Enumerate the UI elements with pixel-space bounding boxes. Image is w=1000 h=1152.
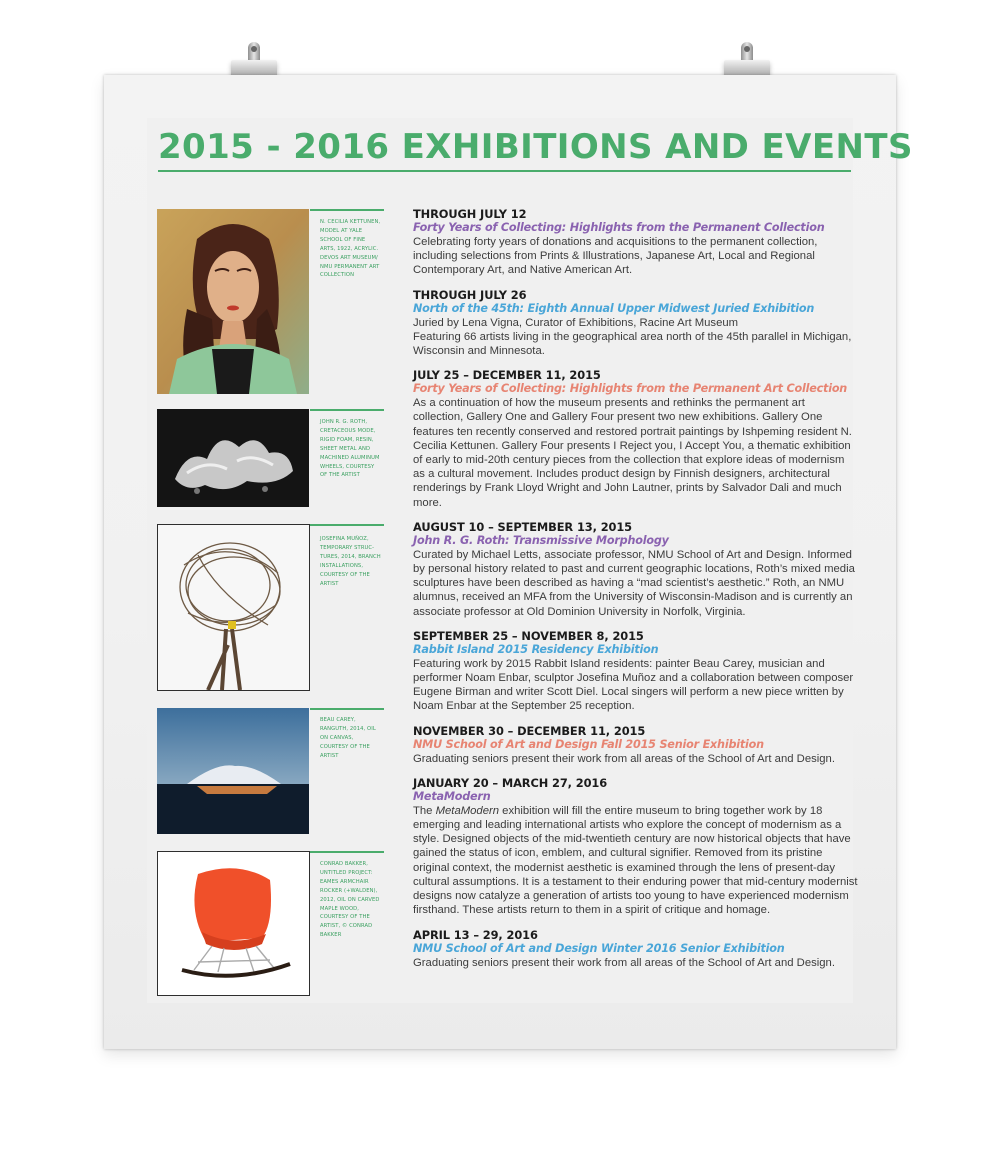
event-description: Graduating seniors present their work from all areas of the School of Art and Design. — [413, 752, 835, 765]
event-description: As a continuation of how the museum presents and rethinks the permanent art collection, Gallery One and Gallery Four present two new exhibitions. Gallery One features ten recently conserved and restored portrait paintings by Ishpeming resident N. Cecilia Kettunen. Gallery Four presents I Reject you, I Accept You, a thematic exhibition of early to mid-20th century pieces from the collection that explore ideas of modernism as a cultural movement. Includes product design by Finnish designers, architectural renderings by Frank Lloyd Wright and John Lautner, prints by Salvador Dali and much more. — [413, 397, 852, 509]
event-date: APRIL 13 – 29, 2016 — [413, 927, 538, 942]
event-title: NMU School of Art and Design Winter 2016 Senior Exhibition — [413, 941, 785, 955]
event-item — [413, 724, 858, 766]
event-description: Celebrating forty years of donations and acquisitions to the permanent collection, including selections from Prints & Illustrations, Japanese Art, Local and Regional Contemporary Art, and Native American Art. — [413, 236, 818, 277]
event-date: THROUGH JULY 12 — [413, 207, 527, 221]
event-description: Curated by Michael Letts, associate professor, NMU School of Art and Design. Informed by personal history related to past and current geographic locations, Roth’s mixed media sculptures have been described as having a “mad scientist’s aesthetic.” Roth, an NMU alumnus, received an MFA from the University of Wisconsin-Madison and is currently an associate professor at Old Dominion University in Norfolk, Virginia. — [413, 548, 855, 618]
event-title: Forty Years of Collecting: Highlights from the Permanent Art Collection — [413, 382, 848, 396]
event-description: Graduating seniors present their work from all areas of the School of Art and Design. — [413, 956, 835, 969]
artwork-caption: JOSEFINA MUÑOZ, TEMPORARY STRUC-TURES, 2014, BRANCH INSTALLATIONS, COURTESY OF THE ARTIST — [320, 536, 381, 587]
event-item — [413, 520, 858, 619]
artwork-sculpture-image — [157, 409, 309, 507]
artwork-caption: N. CECILIA KETTUNEN, MODEL AT YALE SCHOOL OF FINE ARTS, 1922, ACRYLIC. DEVOS ART MUSEUM/ NMU PERMANENT ART COLLECTION — [320, 219, 381, 279]
artwork-rocker-chair-image — [157, 851, 310, 996]
caption-rule — [310, 851, 384, 853]
event-title: Forty Years of Collecting: Highlights from the Permanent Collection — [413, 221, 825, 234]
event-description-emphasis: MetaModern — [435, 804, 500, 817]
artwork-caption: JOHN R. G. ROTH, CRETACEOUS MODE, RIGID FOAM, RESIN, SHEET METAL AND MACHINED ALUMINUM WHEELS, COURTESY OF THE ARTIST — [320, 419, 380, 479]
event-date: SEPTEMBER 25 – NOVEMBER 8, 2015 — [413, 628, 644, 643]
caption-rule — [310, 209, 384, 211]
artwork-portrait-image — [157, 209, 309, 394]
event-juror-line: Juried by Lena Vigna, Curator of Exhibitions, Racine Art Museum — [413, 316, 739, 329]
event-item — [413, 776, 858, 918]
events-list — [413, 207, 858, 980]
event-title: John R. G. Roth: Transmissive Morphology — [413, 533, 669, 547]
artwork-landscape-image — [157, 708, 309, 834]
event-item — [413, 629, 858, 714]
event-description-rest: exhibition will fill the entire museum to bring together work by 18 emerging and leading international artists who explore the concept of modernism as a style. Designed objects of the mid-twentieth century are now historical objects that have gained the status of icon, emblem, and cultural signifier. Removed from its pristine original context, the modernist aesthetic is examined through the lens of present-day cultural assumptions. It is a testament to their enduring power that mid-century modernist designs now catalyze a generation of artists too young to have experienced modernism firsthand. These artists return to them in a spirit of critique and homage. — [413, 804, 858, 917]
event-title: NMU School of Art and Design Fall 2015 Senior Exhibition — [413, 737, 764, 751]
event-item — [413, 368, 858, 510]
event-date: JULY 25 – DECEMBER 11, 2015 — [413, 368, 601, 383]
event-title: Rabbit Island 2015 Residency Exhibition — [413, 642, 659, 656]
event-title: North of the 45th: Eighth Annual Upper Midwest Juried Exhibition — [413, 301, 815, 315]
event-item — [413, 928, 858, 970]
event-title: MetaModern — [413, 789, 491, 803]
event-date: NOVEMBER 30 – DECEMBER 11, 2015 — [413, 723, 646, 738]
artwork-nest-image — [157, 524, 310, 691]
event-item — [413, 288, 858, 359]
artwork-caption: BEAU CAREY, RANGUTH, 2014, OIL ON CANVAS, COURTESY OF THE ARTIST — [320, 717, 376, 759]
artwork-caption: CONRAD BAKKER, UNTITLED PROJECT: EAMES ARMCHAIR ROCKER (+WALDEN), 2012, OIL ON CARVED MAPLE WOOD, COURTESY OF THE ARTIST, © CONRAD BAKKER — [320, 861, 380, 939]
poster-title: 2015 - 2016 EXHIBITIONS AND EVENTS — [158, 127, 913, 167]
title-underline — [158, 170, 851, 172]
event-date: JANUARY 20 – MARCH 27, 2016 — [413, 775, 608, 790]
event-item — [413, 207, 858, 278]
event-date: THROUGH JULY 26 — [413, 287, 527, 302]
event-description-lead: The — [413, 804, 436, 817]
caption-rule — [310, 409, 384, 411]
caption-rule — [310, 708, 384, 710]
event-description: Featuring work by 2015 Rabbit Island residents: painter Beau Carey, musician and performer Noam Enbar, sculptor Josefina Muñoz and a collaboration between composer Eugene Birman and writer Scott Diel. Local singers will perform a new piece written by Noam Enbar at the September 25 reception. — [413, 657, 854, 713]
event-description: Featuring 66 artists living in the geographical area north of the 45th parallel in Michigan, Wisconsin and Minnesota. — [413, 330, 852, 358]
event-description — [413, 804, 858, 918]
caption-rule — [310, 524, 384, 526]
event-date: AUGUST 10 – SEPTEMBER 13, 2015 — [413, 519, 632, 534]
